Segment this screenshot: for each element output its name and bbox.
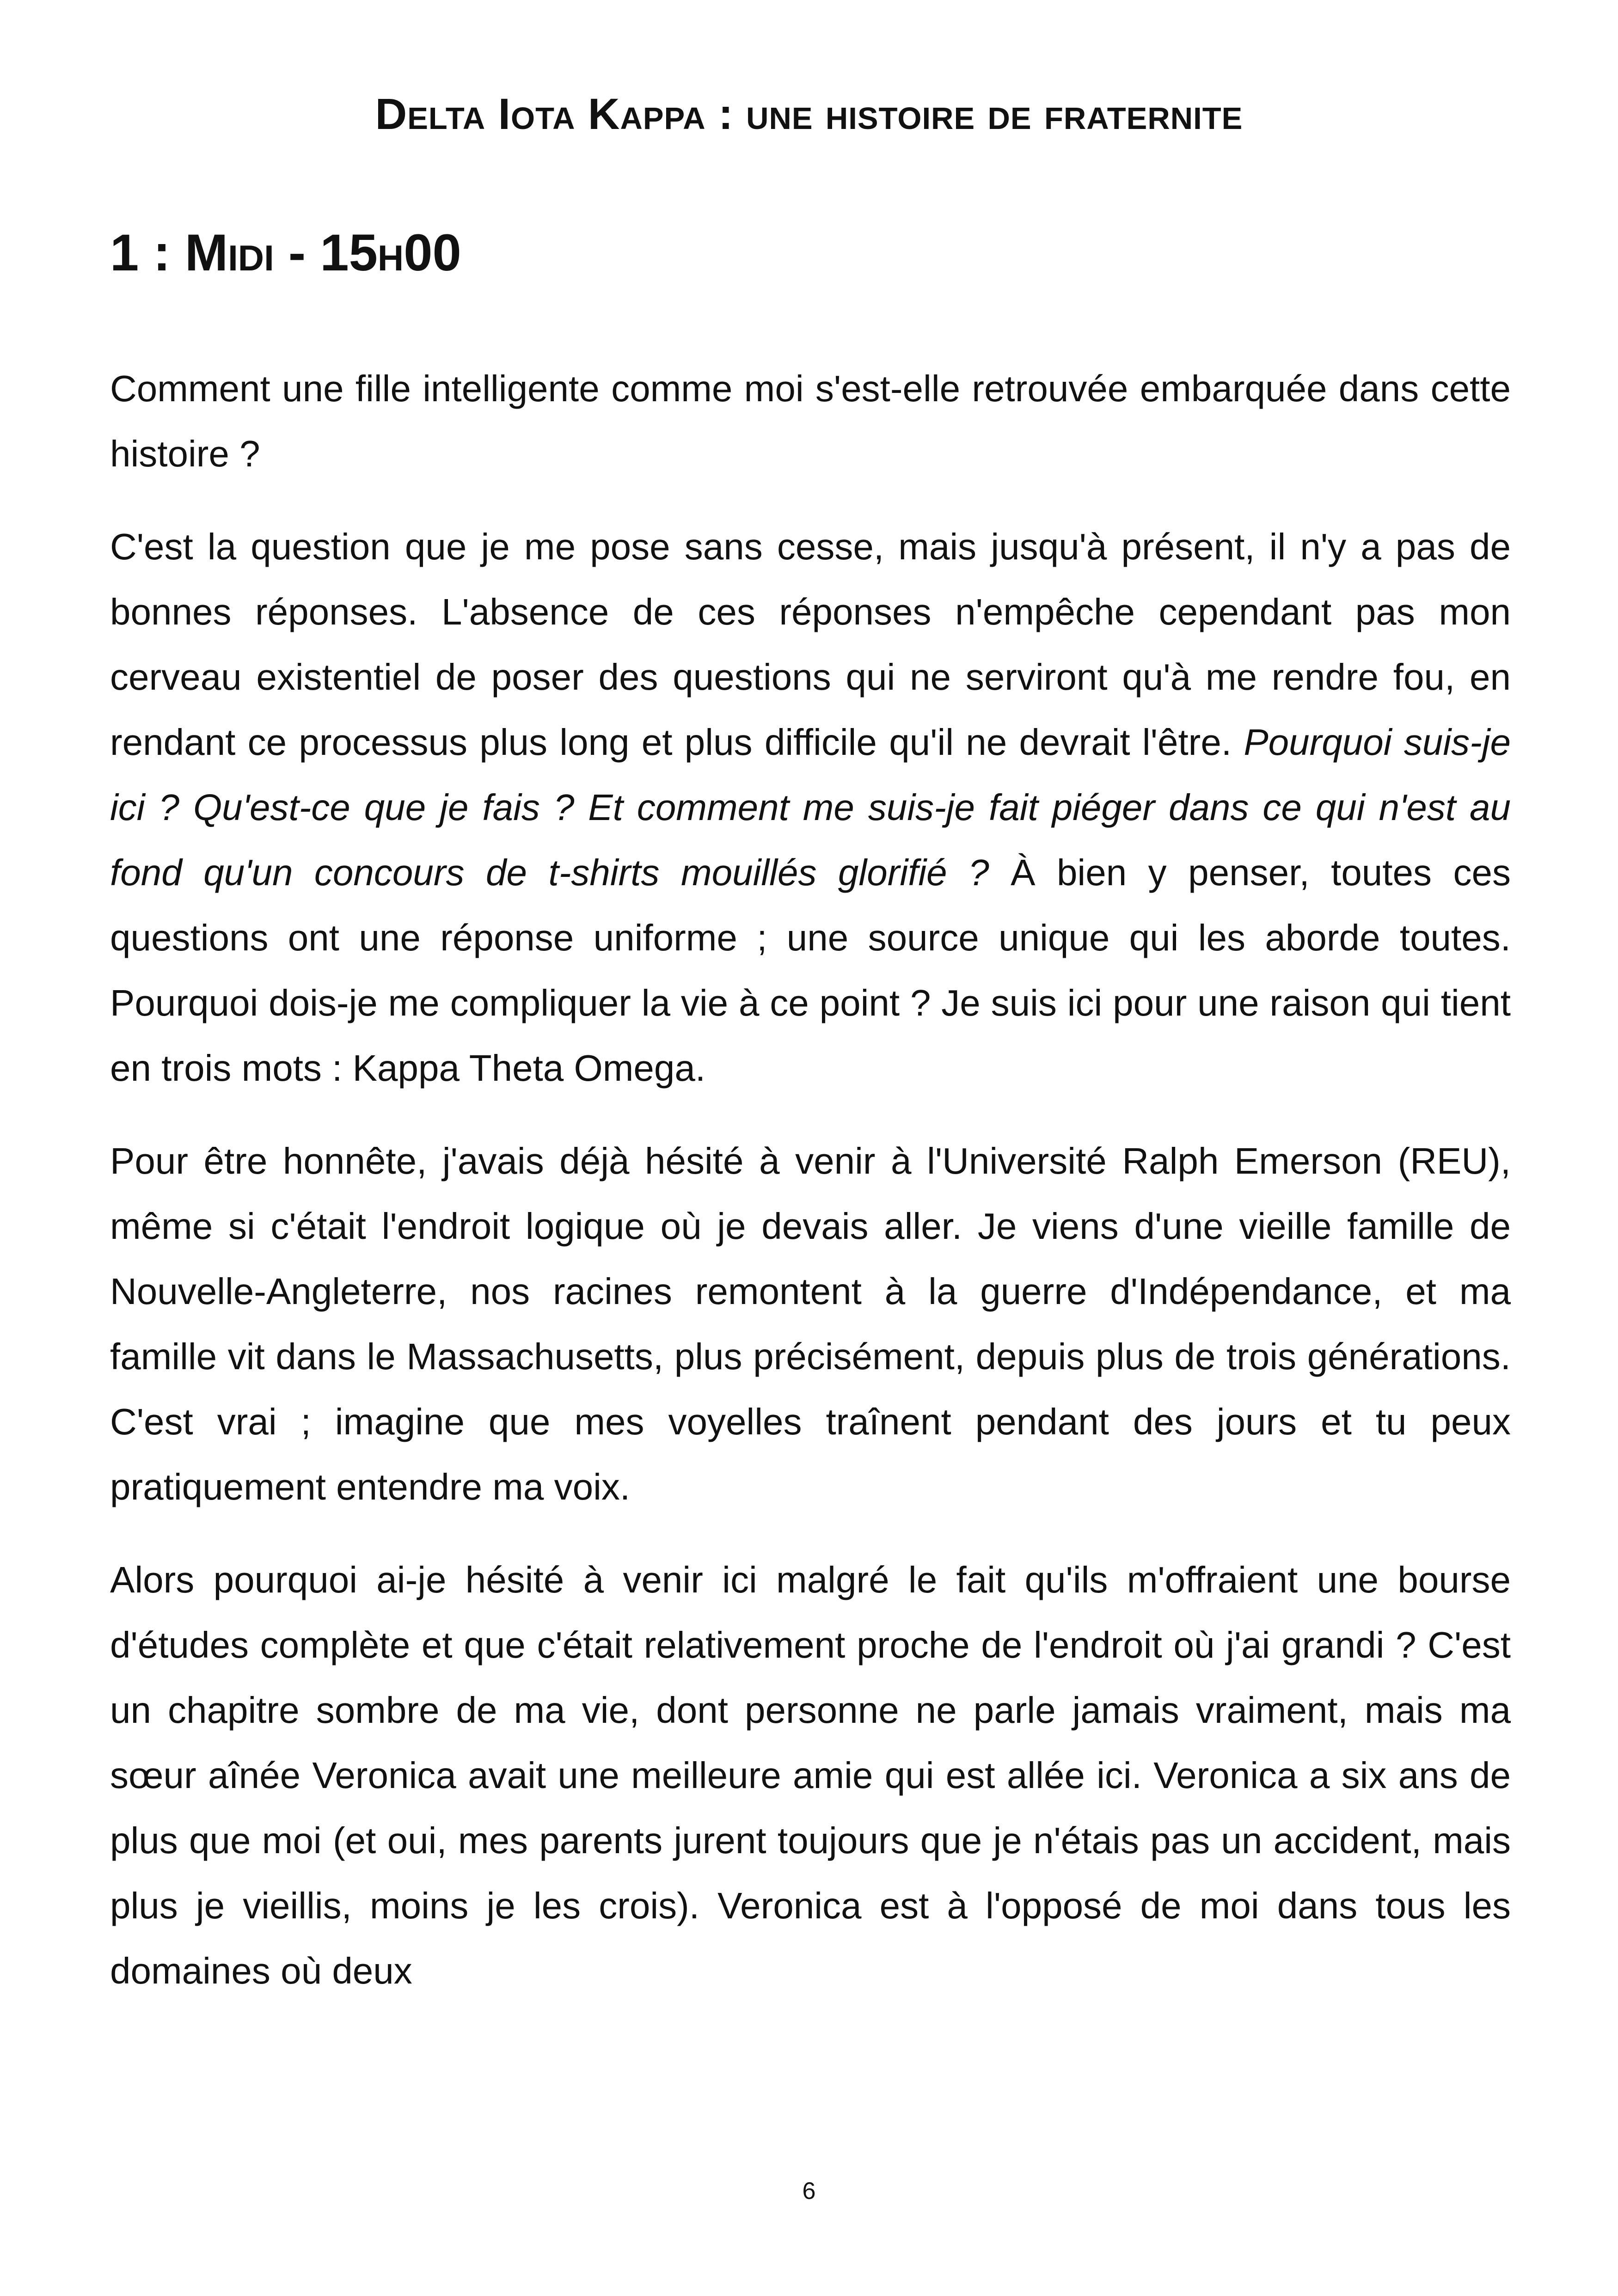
paragraph — [110, 356, 1511, 486]
paragraph — [110, 1128, 1511, 1519]
paragraph-text: Alors pourquoi ai-je hésité à venir ici malgré le fait qu'ils m'offraient une bourse d'études complète et que c'était relativement proche de l'endroit où j'ai grandi ? C'est un chapitre sombre de ma vie, dont personne ne parle jamais vraiment, mais ma sœur aînée Veronica avait une meilleure amie qui est allée ici. Veronica a six ans de plus que moi (et oui, mes parents jurent toujours que je n'étais pas un accident, mais plus je vieillis, moins je les crois). Veronica est à l'opposé de moi dans tous les domaines où deux — [110, 1559, 1511, 1991]
paragraph-italic-text: Pourquoi suis-je ici ? Qu'est-ce que je fais ? Et comment me suis-je fait piéger dans ce qui n'est au fond qu'un concours de t-shirts mouillés glorifié ? — [110, 722, 1511, 893]
paragraph-text: C'est la question que je me pose sans cesse, mais jusqu'à présent, il n'y a pas de bonnes réponses. L'absence de ces réponses n'empêche cependant pas mon cerveau existentiel de poser des questions qui ne serviront qu'à me rendre fou, en rendant ce processus plus long et plus difficile qu'il ne devrait l'être. — [110, 526, 1511, 763]
paragraph-text: Comment une fille intelligente comme moi s'est-elle retrouvée embarquée dans cette histoire ? — [110, 368, 1511, 474]
paragraph-text: Pour être honnête, j'avais déjà hésité à venir à l'Université Ralph Emerson (REU), même si c'était l'endroit logique où je devais aller. Je viens d'une vieille famille de Nouvelle-Angleterre, nos racines remontent à la guerre d'Indépendance, et ma famille vit dans le Massachusetts, plus précisément, depuis plus de trois générations. C'est vrai ; imagine que mes voyelles traînent pendant des jours et tu peux pratiquement entendre ma voix. — [110, 1140, 1511, 1507]
paragraph — [110, 1547, 1511, 2003]
paragraph — [110, 514, 1511, 1101]
book-title: Delta Iota Kappa : une histoire de fraternite — [375, 90, 1243, 139]
chapter-title: 1 : Midi - 15h00 — [110, 224, 461, 282]
body-text — [110, 356, 1511, 2031]
paragraph-text: À bien y penser, toutes ces questions ont une réponse uniforme ; une source unique qui les aborde toutes. Pourquoi dois-je me compliquer la vie à ce point ? Je suis ici pour une raison qui tient en trois mots : Kappa Theta Omega. — [110, 852, 1511, 1089]
page-number: 6 — [802, 2178, 816, 2204]
